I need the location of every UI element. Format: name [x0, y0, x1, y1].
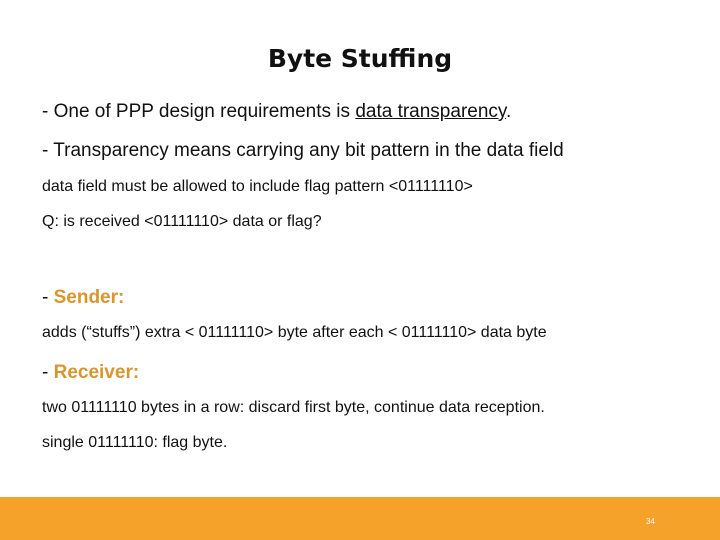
slide-title: Byte Stuffing: [267, 44, 453, 73]
sender-dash: -: [42, 287, 54, 308]
receiver-label: Receiver:: [53, 362, 140, 383]
transparency-line: - Transparency means carrying any bit pattern in the data field: [42, 140, 564, 161]
receiver-dash: -: [42, 362, 54, 383]
requirement-suffix: .: [506, 101, 512, 122]
transparency-link[interactable]: data transparency: [355, 101, 506, 122]
page-number: 34: [646, 517, 655, 526]
receiver-text-1: two 01111110 bytes in a row: discard first byte, continue data reception.: [42, 399, 545, 416]
receiver-text-2: single 01111110: flag byte.: [42, 434, 228, 451]
sender-text: adds (“stuffs”) extra < 01111110> byte after each < 01111110> data byte: [42, 324, 547, 341]
sender-label: Sender:: [53, 287, 125, 308]
requirement-prefix: - One of PPP design requirements is: [42, 101, 356, 122]
sender-heading: [42, 287, 124, 309]
receiver-heading: [42, 362, 139, 384]
question-line: Q: is received <01111110> data or flag?: [42, 213, 322, 230]
footer-bar: [0, 497, 720, 540]
requirement-line: [42, 101, 511, 123]
flag-pattern-line: data field must be allowed to include flag pattern <01111110>: [42, 178, 473, 195]
